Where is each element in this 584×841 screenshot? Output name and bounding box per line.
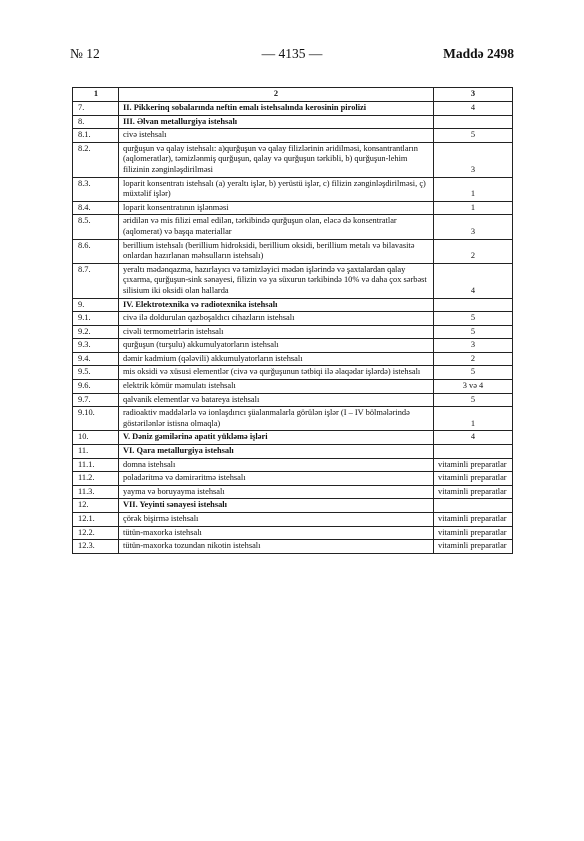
- page-number: — 4135 —: [261, 46, 323, 61]
- section-title: VI. Qara metallurgiya istehsalı: [119, 445, 434, 459]
- table-row: [73, 339, 513, 353]
- row-number: 8.7.: [73, 263, 119, 298]
- row-value: 5: [434, 129, 513, 143]
- row-number: 8.1.: [73, 129, 119, 143]
- row-number: 8.4.: [73, 201, 119, 215]
- row-description: mis oksidi və xüsusi elementlər (civə və qurğuşunun tətbiqi ilə əlaqədar işlərdə) istehsalı: [119, 366, 434, 380]
- row-value: 3 və 4: [434, 380, 513, 394]
- row-value: vitaminli preparatlar: [434, 472, 513, 486]
- row-number: 8.6.: [73, 239, 119, 263]
- table-row: [73, 407, 513, 431]
- row-number: 9.10.: [73, 407, 119, 431]
- row-description: qalvanik elementlər və batareya istehsalı: [119, 393, 434, 407]
- row-number: 12.: [73, 499, 119, 513]
- row-number: 9.6.: [73, 380, 119, 394]
- row-value: [434, 115, 513, 129]
- table-row: [73, 445, 513, 459]
- row-description: loparit konsentratı istehsalı (a) yeraltı işlər, b) yerüstü işlər, c) filizin zənginləşdirilməsi, ç) müxtəlif işlər): [119, 177, 434, 201]
- section-title: IV. Elektrotexnika və radiotexnika istehsalı: [119, 298, 434, 312]
- table-row: [73, 177, 513, 201]
- row-value: vitaminli preparatlar: [434, 458, 513, 472]
- row-value: 3: [434, 339, 513, 353]
- row-number: 12.2.: [73, 526, 119, 540]
- table-row: [73, 526, 513, 540]
- row-value: vitaminli preparatlar: [434, 540, 513, 554]
- table-row: [73, 485, 513, 499]
- row-value: 2: [434, 352, 513, 366]
- row-number: 11.3.: [73, 485, 119, 499]
- table-row: [73, 201, 513, 215]
- table-row: [73, 366, 513, 380]
- row-number: 9.3.: [73, 339, 119, 353]
- row-value: 5: [434, 393, 513, 407]
- row-description: yeraltı mədənqazma, hazırlayıcı və təmizləyici mədən işlərində və şaxtalardan qalay çıxarma, qurğuşun-sink sənayesi, filizin və ya süxurun tərkibində 10% və daha çox sərbəst silisium iki oksidi olan hallarda: [119, 263, 434, 298]
- table-row: [73, 499, 513, 513]
- table-row: [73, 115, 513, 129]
- row-value: [434, 499, 513, 513]
- column-header-3: 3: [434, 88, 513, 102]
- row-description: civə ilə doldurulan qazboşaldıcı cihazların istehsalı: [119, 312, 434, 326]
- row-value: vitaminli preparatlar: [434, 513, 513, 527]
- row-number: 8.: [73, 115, 119, 129]
- section-title: VII. Yeyinti sənayesi istehsalı: [119, 499, 434, 513]
- table-row: [73, 142, 513, 177]
- row-value: 4: [434, 431, 513, 445]
- table-row: [73, 431, 513, 445]
- row-number: 10.: [73, 431, 119, 445]
- row-number: 9.: [73, 298, 119, 312]
- row-value: vitaminli preparatlar: [434, 526, 513, 540]
- row-description: domna istehsalı: [119, 458, 434, 472]
- row-number: 12.3.: [73, 540, 119, 554]
- row-number: 9.5.: [73, 366, 119, 380]
- row-number: 9.7.: [73, 393, 119, 407]
- row-value: 1: [434, 177, 513, 201]
- row-value: 5: [434, 312, 513, 326]
- row-value: 2: [434, 239, 513, 263]
- row-description: poladəritmə və dəmirəritmə istehsalı: [119, 472, 434, 486]
- row-number: 12.1.: [73, 513, 119, 527]
- table-row: [73, 312, 513, 326]
- row-number: 11.1.: [73, 458, 119, 472]
- row-description: dəmir kadmium (qələvili) akkumulyatorların istehsalı: [119, 352, 434, 366]
- row-number: 11.2.: [73, 472, 119, 486]
- table-row: [73, 380, 513, 394]
- table-row: [73, 298, 513, 312]
- row-number: 9.2.: [73, 325, 119, 339]
- row-value: 5: [434, 325, 513, 339]
- row-value: [434, 445, 513, 459]
- row-number: 8.3.: [73, 177, 119, 201]
- table-header-row: [73, 88, 513, 102]
- row-value: 4: [434, 102, 513, 116]
- section-title: III. Əlvan metallurgiya istehsalı: [119, 115, 434, 129]
- row-description: civə istehsalı: [119, 129, 434, 143]
- row-value: 3: [434, 215, 513, 239]
- row-description: qurğuşun və qalay istehsalı: a)qurğuşun və qalay filizlərinin əridilməsi, konsantrantların (aqlomeratlar), təmizlənmiş qurğuşun, qalay və qurğuşun tərkibli, b) qurğuşun-lehim filizinin zənginləşdirilməsi: [119, 142, 434, 177]
- row-description: çörək bişirmə istehsalı: [119, 513, 434, 527]
- row-value: [434, 298, 513, 312]
- table-row: [73, 102, 513, 116]
- table-row: [73, 393, 513, 407]
- column-header-1: 1: [73, 88, 119, 102]
- row-value: 4: [434, 263, 513, 298]
- table-row: [73, 458, 513, 472]
- table-row: [73, 239, 513, 263]
- row-description: berillium istehsalı (berillium hidroksidi, berillium oksidi, berillium metalı və bilavasitə onlardan hazırlanan məhsulların istehsalı): [119, 239, 434, 263]
- section-title: V. Dəniz gəmilərinə apatit yükləmə işləri: [119, 431, 434, 445]
- row-number: 9.1.: [73, 312, 119, 326]
- row-description: radioaktiv maddələrlə və ionlaşdırıcı şüalanmalarla görülən işlər (I – IV bölmələrində göstərilənlər istisna olmaqla): [119, 407, 434, 431]
- table-row: [73, 352, 513, 366]
- row-value: 5: [434, 366, 513, 380]
- row-number: 11.: [73, 445, 119, 459]
- row-description: yayma və boruyayma istehsalı: [119, 485, 434, 499]
- row-description: qurğuşun (turşulu) akkumulyatorların istehsalı: [119, 339, 434, 353]
- table-row: [73, 513, 513, 527]
- row-value: 1: [434, 407, 513, 431]
- table-row: [73, 263, 513, 298]
- substances-table: [72, 87, 513, 554]
- column-header-2: 2: [119, 88, 434, 102]
- row-description: tütün-maxorka istehsalı: [119, 526, 434, 540]
- table-row: [73, 472, 513, 486]
- section-title: II. Pikkerinq sobalarında neftin emalı istehsalında kerosinin pirolizi: [119, 102, 434, 116]
- row-number: 9.4.: [73, 352, 119, 366]
- page-header: [70, 46, 514, 66]
- table-row: [73, 540, 513, 554]
- row-description: loparit konsentratının işlənməsi: [119, 201, 434, 215]
- row-number: 8.5.: [73, 215, 119, 239]
- issue-number: № 12: [70, 46, 100, 61]
- row-value: 1: [434, 201, 513, 215]
- row-description: əridilən və mis filizi emal edilən, tərkibində qurğuşun olan, eləcə də konsentratlar (aqlomerat) və başqa materiallar: [119, 215, 434, 239]
- row-description: civəli termometrlərin istehsalı: [119, 325, 434, 339]
- table-row: [73, 129, 513, 143]
- article-number: Maddə 2498: [443, 46, 514, 61]
- row-number: 7.: [73, 102, 119, 116]
- row-description: elektrik kömür məmulatı istehsalı: [119, 380, 434, 394]
- row-value: vitaminli preparatlar: [434, 485, 513, 499]
- table-row: [73, 325, 513, 339]
- row-value: 3: [434, 142, 513, 177]
- row-description: tütün-maxorka tozundan nikotin istehsalı: [119, 540, 434, 554]
- table-row: [73, 215, 513, 239]
- row-number: 8.2.: [73, 142, 119, 177]
